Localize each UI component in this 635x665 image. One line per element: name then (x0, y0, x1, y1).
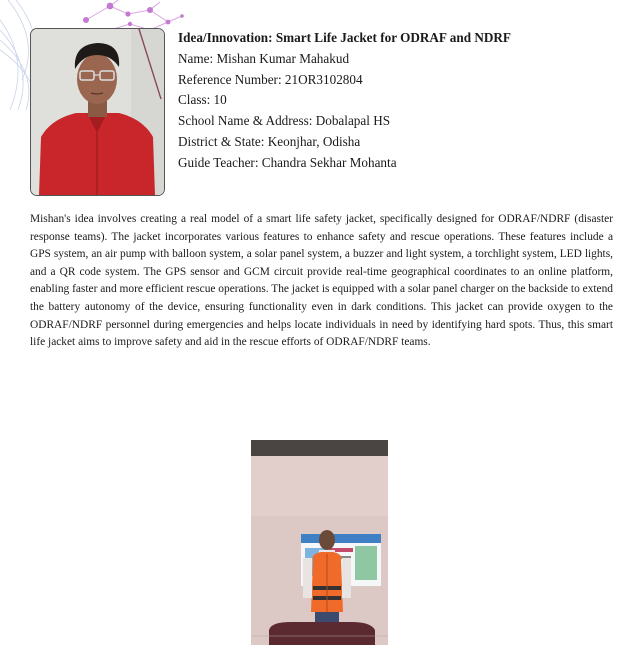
student-portrait-photo (30, 28, 165, 196)
idea-description-paragraph: Mishan's idea involves creating a real model of a smart life safety jacket, specifically designed for ODRAF/NDRF (disaster response teams). The jacket incorporates various features to enhance safety and rescue operations. These features include a GPS system, an air pump with balloon system, a solar panel system, a buzzer and light system, a torchlight system, LED lights, and a QR code system. The GPS sensor and GCM circuit provide real-time geographical coordinates to an online platform, enabling faster and more efficient rescue operations. The jacket is equipped with a solar panel charger on the backside to extend the battery autonomy of the device, ensuring functionality even in dark conditions. This jacket can provide oxygen to the ODRAF/NDRF personnel during emergencies and helps locate individuals in need by identifying hard spots. Thus, this smart life jacket aims to improve safety and aid in the rescue efforts of ODRAF/NDRF teams. (30, 213, 613, 349)
idea-title: Idea/Innovation: Smart Life Jacket for ODRAF and NDRF (178, 30, 511, 45)
reference-number: Reference Number: 21OR3102804 (178, 71, 363, 87)
student-info-block (178, 28, 618, 174)
student-name: Name: Mishan Kumar Mahakud (178, 50, 350, 66)
school-name-address: School Name & Address: Dobalapal HS (178, 113, 391, 129)
district-state: District & State: Keonjhar, Odisha (178, 133, 361, 149)
project-photo (251, 440, 388, 645)
guide-teacher: Guide Teacher: Chandra Sekhar Mohanta (178, 154, 397, 170)
student-class: Class: 10 (178, 92, 227, 108)
